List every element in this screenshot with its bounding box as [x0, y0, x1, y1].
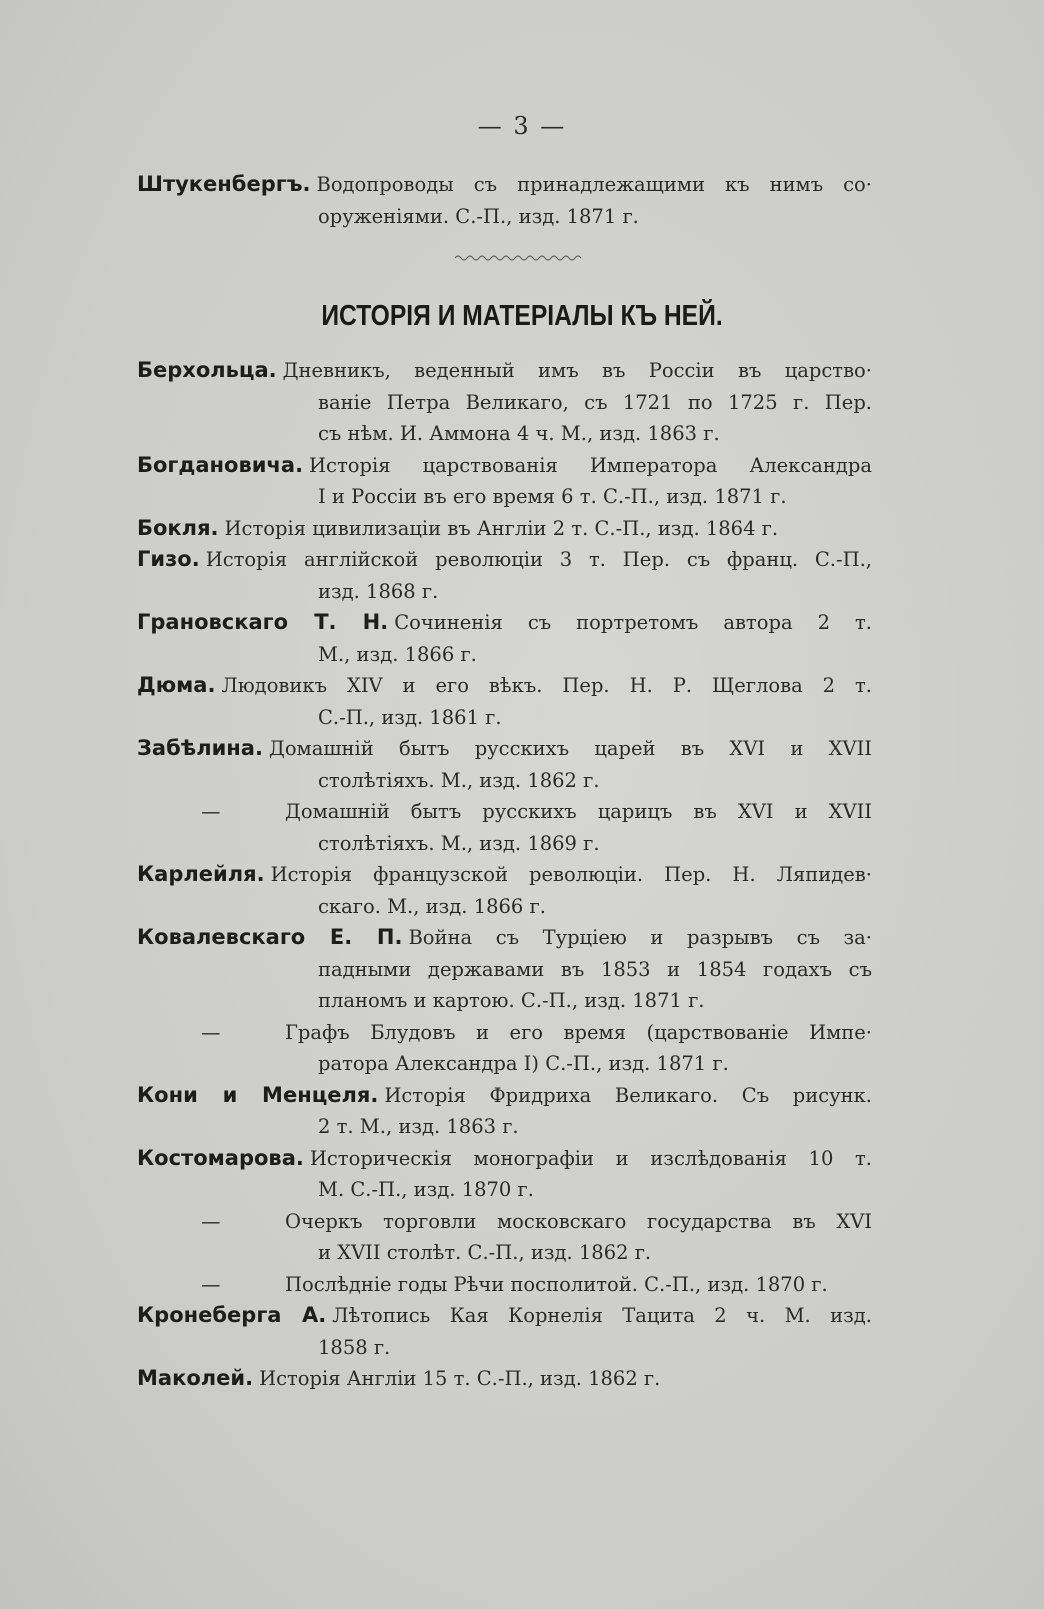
ditto-dash: —: [201, 800, 221, 823]
bibliography-entry: [137, 859, 872, 922]
entry-line: [137, 1237, 872, 1269]
entry-line: [137, 1269, 872, 1301]
bibliography-entry: [137, 513, 872, 545]
entry-line: [137, 765, 872, 797]
entry-text: Людовикъ XIV и его вѣкъ. Пер. Н. Р. Щеглова 2 т.: [221, 674, 872, 697]
author-name: Берхольца.: [137, 358, 277, 382]
entry-text: I и Россіи въ его время 6 т. С.-П., изд. 1871 г.: [318, 485, 787, 508]
entry-line: [137, 481, 872, 513]
entry-line: [137, 450, 872, 482]
entry-text: Послѣдніе годы Рѣчи посполитой. С.-П., изд. 1870 г.: [285, 1272, 828, 1296]
entry-line: [137, 1111, 872, 1143]
section-title: ИСТОРІЯ И МАТЕРІАЛЫ КЪ НЕЙ.: [321, 300, 723, 332]
author-name: Маколей.: [137, 1366, 254, 1390]
bibliography-entry: [137, 1017, 872, 1080]
entry-text: и XVII столѣт. С.-П., изд. 1862 г.: [318, 1241, 652, 1264]
author-name: Костомарова.: [137, 1145, 304, 1170]
entry-line: [137, 1363, 872, 1395]
entry-line: [137, 607, 872, 639]
bibliography-entry: [137, 1269, 872, 1301]
bibliography-entry: [137, 544, 872, 607]
entry-text: Сочиненія съ портретомъ автора 2 т.: [394, 611, 872, 634]
entry-line: [137, 355, 872, 387]
bibliography-entry: [137, 922, 872, 1017]
entry-text: Исторія царствованія Императора Александра: [309, 453, 872, 477]
bibliography-entry: [137, 1206, 872, 1269]
ditto-dash: —: [201, 1209, 221, 1233]
entry-line: [137, 922, 872, 954]
entry-text: Дневникъ, веденный имъ въ Россіи въ царство·: [282, 359, 872, 382]
author-name: Кронеберга А.: [137, 1303, 327, 1327]
entry-text: столѣтіяхъ. М., изд. 1869 г.: [318, 831, 600, 855]
entry-text: Исторія Фридриха Великаго. Съ рисунк.: [384, 1083, 872, 1107]
entry-text: скаго. М., изд. 1866 г.: [318, 894, 546, 918]
ditto-dash: —: [201, 1020, 221, 1044]
entry-text: Исторія Англіи 15 т. С.-П., изд. 1862 г.: [259, 1367, 661, 1390]
entry-line: [137, 985, 872, 1017]
bibliography-entry: [137, 169, 872, 232]
entry-text: С.-П., изд. 1861 г.: [318, 705, 502, 729]
entry-line: [137, 387, 872, 419]
entry-text: ратора Александра I) С.-П., изд. 1871 г.: [318, 1052, 729, 1075]
entry-line: [137, 1143, 872, 1175]
entry-line: [137, 418, 872, 450]
entry-line: [137, 796, 872, 828]
bibliography-entry: [137, 607, 872, 670]
entry-line: [137, 576, 872, 608]
entry-text: Историческія монографіи и изслѣдованія 10 т.: [309, 1146, 872, 1170]
entry-text: М. С.-П., изд. 1870 г.: [318, 1178, 534, 1201]
entry-line: [137, 1300, 872, 1332]
entry-text: оруженіями. С.-П., изд. 1871 г.: [318, 204, 639, 228]
bibliography-entry: [137, 355, 872, 450]
entry-line: [137, 859, 872, 891]
bibliography-entry: [137, 1080, 872, 1143]
entry-line: [137, 733, 872, 765]
entry-text: столѣтіяхъ. М., изд. 1862 г.: [318, 768, 600, 792]
entry-text: ваніе Петра Великаго, съ 1721 по 1725 г. Пер.: [318, 390, 872, 414]
entry-line: [137, 1332, 872, 1364]
entry-text: 2 т. М., изд. 1863 г.: [318, 1115, 519, 1138]
entry-line: [137, 828, 872, 860]
author-name: Забѣлина.: [137, 736, 263, 760]
entry-line: [137, 954, 872, 986]
entry-line: [137, 639, 872, 671]
bibliography-entry: [137, 1143, 872, 1206]
author-name: Дюма.: [137, 673, 216, 697]
bibliography-list: [137, 355, 872, 1395]
author-name: Штукенбергъ.: [137, 172, 311, 196]
wavy-divider: [455, 254, 585, 262]
bibliography-entry: [137, 450, 872, 513]
author-name: Богдановича.: [137, 452, 304, 477]
entry-line: [137, 1048, 872, 1080]
entry-line: [137, 702, 872, 734]
ditto-dash: —: [201, 1272, 221, 1296]
author-name: Гизо.: [137, 547, 200, 571]
entry-text: падными державами въ 1853 и 1854 годахъ съ: [318, 957, 872, 981]
entry-text: Лѣтопись Кая Корнелія Тацита 2 ч. М. изд.: [332, 1304, 872, 1327]
author-name: Ковалевскаго Е. П.: [137, 925, 403, 949]
entry-line: [137, 169, 872, 201]
entry-line: [137, 1017, 872, 1049]
bibliography-entry: [137, 796, 872, 859]
bibliography-entry: [137, 1363, 872, 1395]
entry-line: [137, 201, 872, 233]
entry-text: Исторія англійской революціи 3 т. Пер. съ франц. С.-П.,: [205, 548, 872, 571]
page-number: — 3 —: [477, 112, 567, 140]
entry-text: изд. 1868 г.: [318, 579, 439, 603]
intro-entries: [137, 169, 872, 232]
author-name: Кони и Менцеля.: [137, 1082, 379, 1107]
entry-text: Домашній бытъ русскихъ царей въ XVI и XVII: [268, 737, 872, 760]
entry-text: Исторія французской революціи. Пер. Н. Ляпидев·: [270, 863, 872, 886]
entry-line: [137, 1174, 872, 1206]
bibliography-entry: [137, 1300, 872, 1363]
entry-line: [137, 1080, 872, 1112]
bibliography-entry: [137, 670, 872, 733]
entry-text: съ нѣм. И. Аммона 4 ч. М., изд. 1863 г.: [318, 422, 720, 445]
entry-text: Графъ Блудовъ и его время (царствованіе Импе·: [285, 1020, 872, 1044]
entry-text: Очеркъ торговли московскаго государства въ XVI: [285, 1209, 872, 1233]
entry-text: Война съ Турціею и разрывъ съ за·: [408, 926, 872, 949]
author-name: Бокля.: [137, 515, 219, 540]
entry-line: [137, 1206, 872, 1238]
entry-line: [137, 670, 872, 702]
entry-line: [137, 513, 872, 545]
entry-text: М., изд. 1866 г.: [318, 642, 477, 666]
entry-text: Водопроводы съ принадлежащими къ нимъ со·: [316, 173, 872, 196]
entry-line: [137, 544, 872, 576]
entry-line: [137, 891, 872, 923]
bibliography-entry: [137, 733, 872, 796]
author-name: Карлейля.: [137, 862, 265, 886]
entry-text: планомъ и картою. С.-П., изд. 1871 г.: [318, 989, 705, 1012]
entry-text: 1858 г.: [318, 1335, 391, 1359]
entry-text: Домашній бытъ русскихъ царицъ въ XVI и XVII: [285, 800, 872, 823]
entry-text: Исторія цивилизаціи въ Англіи 2 т. С.-П., изд. 1864 г.: [224, 516, 779, 540]
author-name: Грановскаго Т. Н.: [137, 610, 389, 634]
